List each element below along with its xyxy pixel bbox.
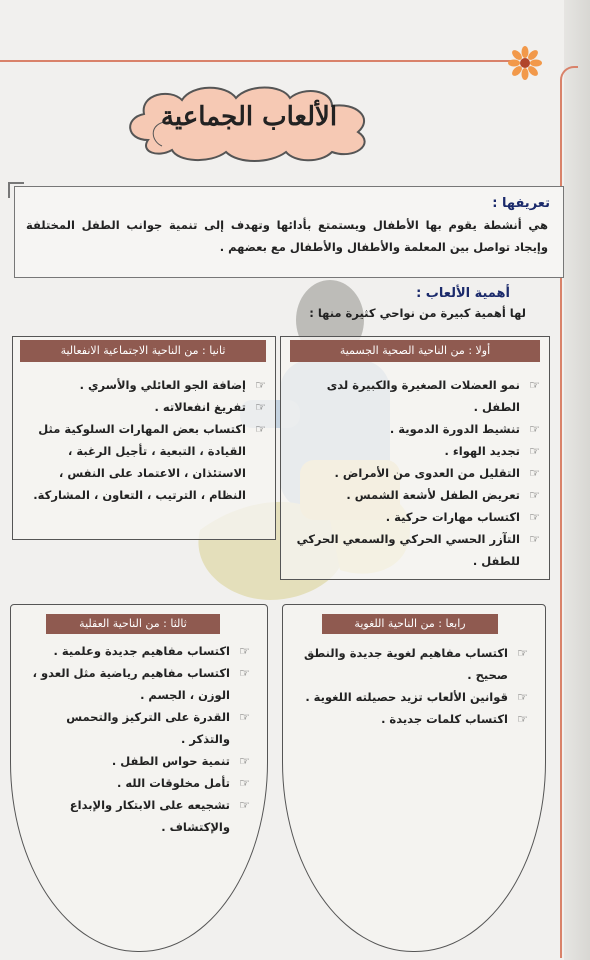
panel-physical-list [292, 374, 540, 572]
hand-pointer-icon: ☞ [255, 422, 266, 436]
list-item: ☞ اكتساب مهارات حركية . [292, 506, 540, 528]
hand-pointer-icon: ☞ [529, 466, 540, 480]
hand-pointer-icon: ☞ [517, 646, 528, 660]
hand-pointer-icon: ☞ [529, 378, 540, 392]
list-item: ☞ اكتساب كلمات جديدة . [300, 708, 528, 730]
list-item: ☞ تنمية حواس الطفل . [28, 750, 250, 772]
list-item: ☞ التآزر الحسي الحركي والسمعي الحركي للطفل . [292, 528, 540, 572]
definition-text: هي أنشطة يقوم بها الأطفال ويستمتع بأدائها وتهدف إلى تنمية جوانب الطفل المختلفة وإيجاد تواصل بين المعلمة والأطفال والأطفال مع بعضهم . [26, 218, 548, 254]
hand-pointer-icon: ☞ [517, 712, 528, 726]
hand-pointer-icon: ☞ [255, 378, 266, 392]
list-item: ☞ قوانين الألعاب تزيد حصيلته اللغوية . [300, 686, 528, 708]
importance-subheading: لها أهمية كبيرة من نواحي كثيرة منها : [309, 306, 526, 320]
flower-icon [508, 46, 542, 80]
list-item: ☞ تشجيعه على الابتكار والإبداع والإكتشاف . [28, 794, 250, 838]
panel-social-header: ثانيا : من الناحية الاجتماعية الانفعالية [20, 340, 266, 362]
list-item: ☞ نمو العضلات الصغيرة والكبيرة لدى الطفل . [292, 374, 540, 418]
panel-mental-list [28, 640, 250, 838]
panel-physical-header: أولا : من الناحية الصحية الجسمية [290, 340, 540, 362]
panel-linguistic-header: رابعا : من الناحية اللغوية [322, 614, 498, 634]
top-rule [0, 60, 515, 62]
hand-pointer-icon: ☞ [239, 776, 250, 790]
panel-linguistic-list [300, 642, 528, 730]
hand-pointer-icon: ☞ [255, 400, 266, 414]
hand-pointer-icon: ☞ [529, 422, 540, 436]
list-item: ☞ اكتساب مفاهيم لغوية جديدة والنطق صحيح . [300, 642, 528, 686]
list-item: ☞ القدرة على التركيز والتحمس والتذكر . [28, 706, 250, 750]
list-item: ☞ تعريض الطفل لأشعة الشمس . [292, 484, 540, 506]
panel-social-list [22, 374, 266, 506]
panel-mental-header: ثالثا : من الناحية العقلية [46, 614, 220, 634]
list-item: ☞ تفريغ انفعالاته . [22, 396, 266, 418]
list-item: ☞ اكتساب بعض المهارات السلوكية مثل القيادة ، التبعية ، تأجيل الرغبة ، الاستئذان ، الاعتماد على النفس ، النظام ، الترتيب ، التعاون ، المشاركة. [22, 418, 266, 506]
hand-pointer-icon: ☞ [529, 510, 540, 524]
importance-heading: أهمية الألعاب : [416, 286, 510, 301]
list-item: ☞ اكتساب مفاهيم جديدة وعلمية . [28, 640, 250, 662]
definition-heading: تعريفها : [492, 196, 550, 211]
list-item: ☞ تجديد الهواء . [292, 440, 540, 462]
list-item: ☞ تأمل مخلوقات الله . [28, 772, 250, 794]
hand-pointer-icon: ☞ [239, 710, 250, 724]
page-title: الألعاب الجماعية [160, 102, 338, 132]
hand-pointer-icon: ☞ [529, 488, 540, 502]
hand-pointer-icon: ☞ [239, 798, 250, 812]
hand-pointer-icon: ☞ [239, 666, 250, 680]
hand-pointer-icon: ☞ [529, 532, 540, 546]
hand-pointer-icon: ☞ [517, 690, 528, 704]
hand-pointer-icon: ☞ [239, 754, 250, 768]
list-item: ☞ اكتساب مفاهيم رياضية مثل العدو ، الوزن ، الجسم . [28, 662, 250, 706]
hand-pointer-icon: ☞ [529, 444, 540, 458]
list-item: ☞ تنشيط الدورة الدموية . [292, 418, 540, 440]
hand-pointer-icon: ☞ [239, 644, 250, 658]
list-item: ☞ التقليل من العدوى من الأمراض . [292, 462, 540, 484]
list-item: ☞ إضافة الجو العائلي والأسري . [22, 374, 266, 396]
